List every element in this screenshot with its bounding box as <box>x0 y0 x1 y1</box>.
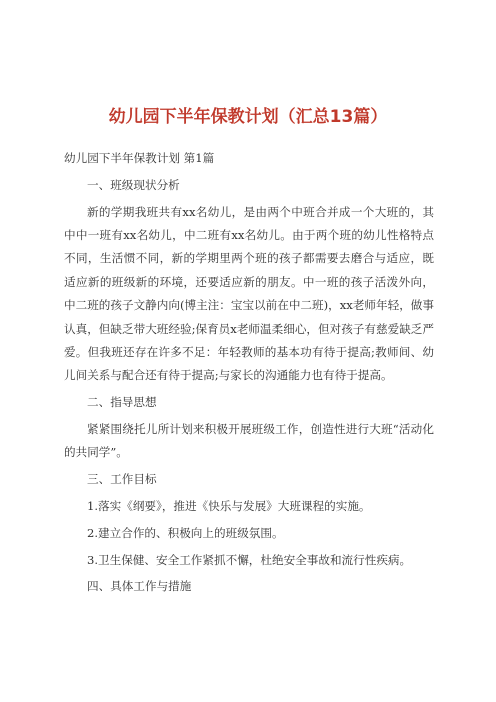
section-heading-goals: 三、工作目标 <box>87 472 157 487</box>
document-title: 幼儿园下半年保教计划（汇总13篇） <box>108 107 388 127</box>
document-body <box>64 147 434 602</box>
paragraph-analysis: 新的学期我班共有xx名幼儿，是由两个中班合并成一个大班的，其中中一班有xx名幼儿，中二班有xx名幼儿。由于两个班的幼儿性格特点不同，生活惯不同，新的学期里两个班的孩子都需要去磨合与适应，既适应新的班级新的环境，还要适应新的朋友。中一班的孩子活泼外向，中二班的孩子文静内向(博主注：宝宝以前在中二班)，xx老师年轻，做事认真，但缺乏带大班经验;保育员x老师温柔细心，但对孩子有慈爱缺乏严爱。但我班还存在许多不足：年轻教师的基本功有待于提高;教师间、幼儿间关系与配合还有待于提高;与家长的沟通能力也有待于提高。 <box>64 204 434 383</box>
goal-item-3: 3.卫生保健、安全工作紧抓不懈，杜绝安全事故和流行性疾病。 <box>87 552 412 567</box>
goal-item-2: 2.建立合作的、积极向上的班级氛围。 <box>87 525 284 540</box>
section-heading-guidance: 二、指导思想 <box>87 395 157 410</box>
section-heading-analysis: 一、班级现状分析 <box>87 177 180 192</box>
paragraph-guidance: 紧紧围绕托儿所计划来积极开展班级工作，创造性进行大班“活动化的共同学”。 <box>64 422 434 460</box>
goal-item-1: 1.落实《纲要》，推进《快乐与发展》大班课程的实施。 <box>87 499 371 514</box>
section-heading-measures: 四、具体工作与措施 <box>87 579 192 594</box>
document-subtitle: 幼儿园下半年保教计划 第1篇 <box>64 151 215 165</box>
